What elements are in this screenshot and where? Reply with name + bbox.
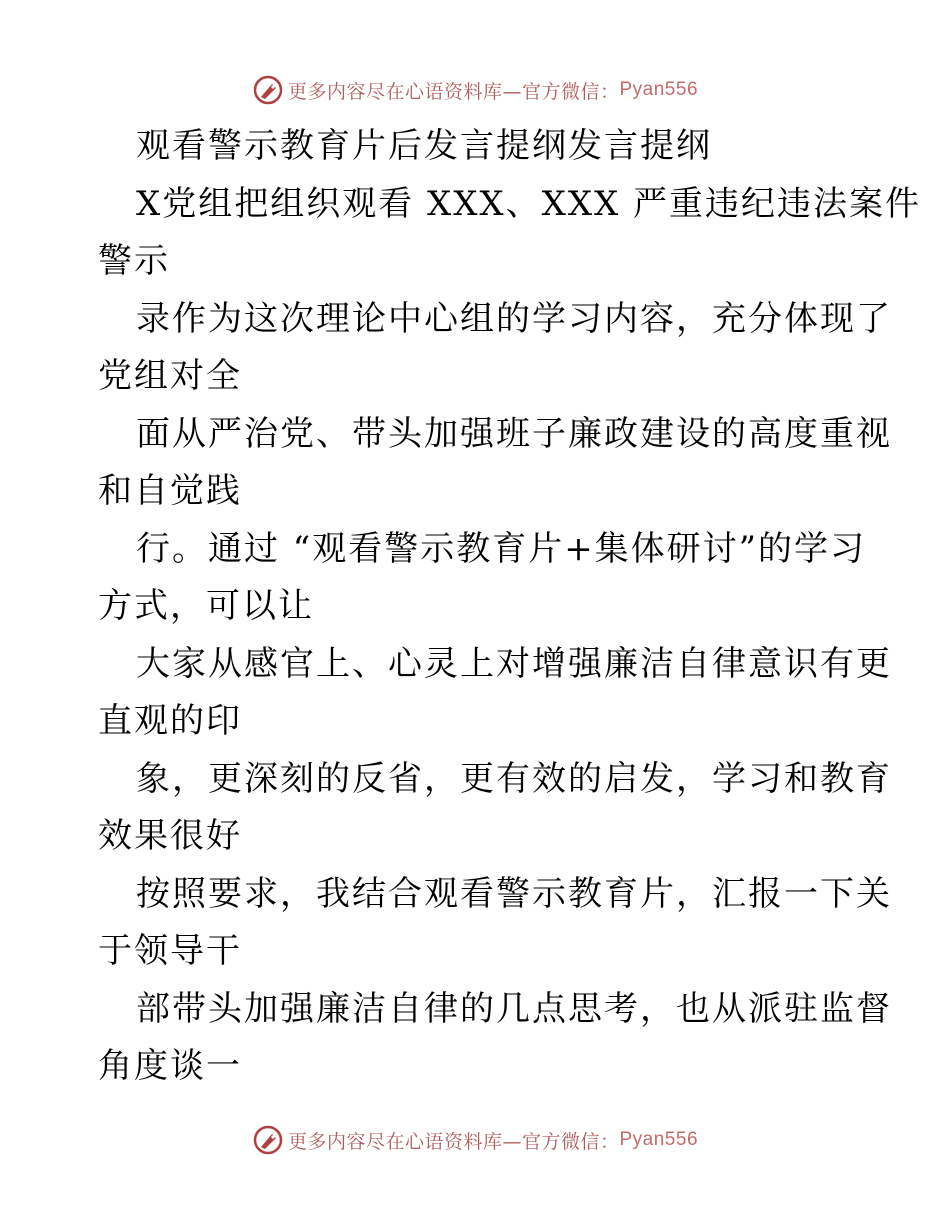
text-line: 角度谈一 — [98, 1046, 242, 1086]
watermark-text: 更多内容尽在心语资料库—官方微信： — [287, 80, 620, 103]
text-line: 直观的印 — [98, 701, 242, 741]
text-line: X党组把组织观看 XXX、XXX 严重违纪违法案件 — [136, 183, 922, 224]
text-line: 象，更深刻的反省，更有效的启发，学习和教育 — [136, 758, 892, 799]
document-body — [98, 118, 922, 1096]
text-line: 按照要求，我结合观看警示教育片，汇报一下关 — [136, 873, 892, 914]
text-line: 警示 — [98, 241, 170, 281]
text-line: 大家从感官上、心灵上对增强廉洁自律意识有更 — [136, 643, 892, 684]
text-line: 党组对全 — [98, 356, 242, 396]
watermark-text: 更多内容尽在心语资料库—官方微信： — [287, 1130, 620, 1153]
watermark-wechat-id: Pyan556 — [619, 79, 699, 100]
watermark-wechat-id: Pyan556 — [619, 1129, 699, 1150]
text-line: 观看警示教育片后发言提纲发言提纲 — [136, 126, 712, 166]
text-line: 部带头加强廉洁自律的几点思考，也从派驻监督 — [136, 988, 892, 1029]
text-line: 面从严治党、带头加强班子廉政建设的高度重视 — [136, 413, 892, 454]
text-line: 方式，可以让 — [98, 586, 314, 626]
pen-nib-seal-icon — [252, 74, 284, 106]
text-line: 和自觉践 — [98, 471, 242, 511]
header-watermark — [0, 70, 950, 110]
text-line: 于领导干 — [98, 931, 242, 971]
text-line: 行。通过 “观看警示教育片+集体研讨”的学习 — [136, 528, 867, 569]
text-line: 录作为这次理论中心组的学习内容，充分体现了 — [136, 298, 892, 339]
footer-watermark — [0, 1120, 950, 1160]
pen-nib-seal-icon — [252, 1124, 284, 1156]
text-line: 效果很好 — [98, 816, 242, 856]
